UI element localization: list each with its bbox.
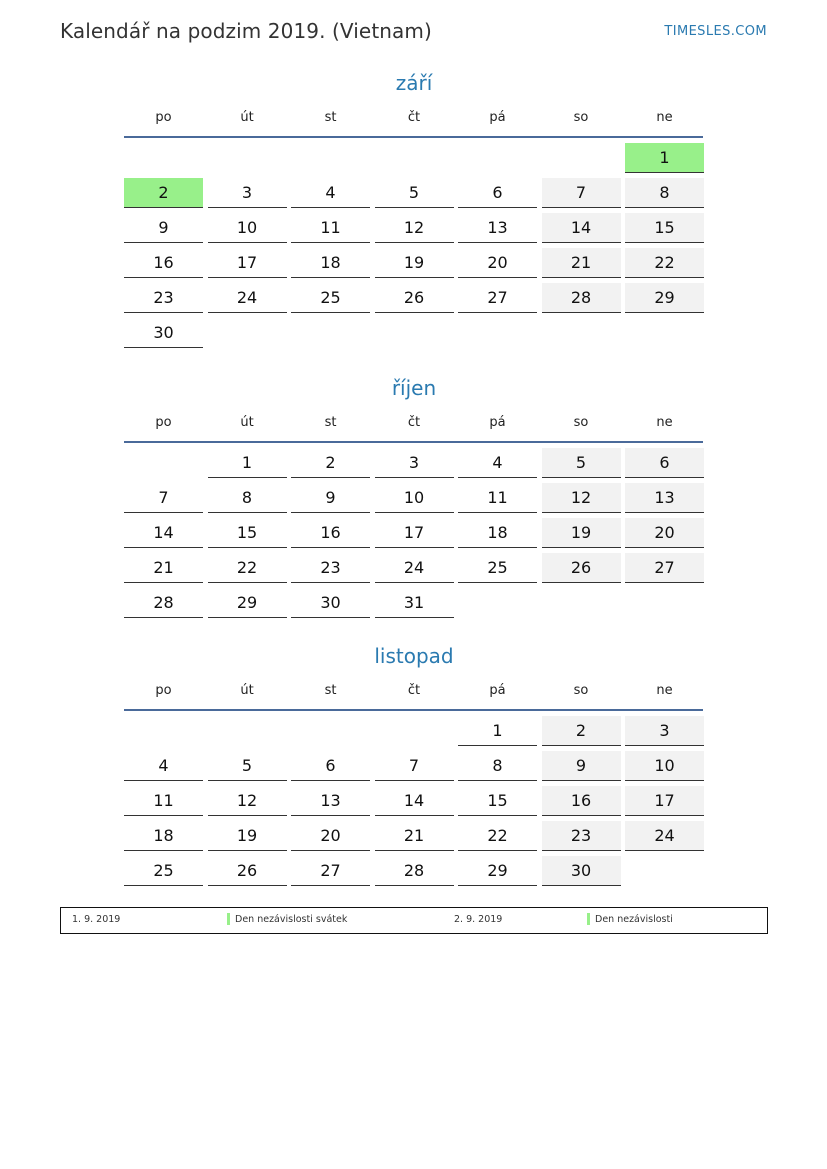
day-cell: 16 (291, 518, 370, 548)
weekday-label: st (324, 414, 337, 430)
day-cell: 19 (375, 248, 454, 278)
weekday-label: čt (407, 682, 421, 698)
day-cell: 11 (458, 483, 537, 513)
day-cell: 14 (124, 518, 203, 548)
month-title: listopad (374, 644, 454, 668)
weekday-header (124, 403, 703, 443)
day-cell: 25 (124, 856, 203, 886)
day-cell: 26 (542, 553, 621, 583)
day-cell: 29 (458, 856, 537, 886)
day-cell: 15 (208, 518, 287, 548)
holiday-legend (60, 907, 768, 934)
day-cell: 27 (458, 283, 537, 313)
day-cell: 21 (124, 553, 203, 583)
day-cell: 28 (124, 588, 203, 618)
month-october (124, 373, 704, 618)
day-cell: 7 (375, 751, 454, 781)
day-cell: 10 (208, 213, 287, 243)
day-cell: 10 (625, 751, 704, 781)
weekday-label: čt (407, 414, 421, 430)
weekday-label: pá (489, 682, 506, 698)
weekday-label: čt (407, 109, 421, 125)
day-grid (124, 448, 703, 618)
day-cell: 18 (458, 518, 537, 548)
day-cell: 7 (124, 483, 203, 513)
weekday-label: út (240, 109, 254, 125)
day-cell: 23 (542, 821, 621, 851)
weekday-label: po (155, 414, 172, 430)
legend-entry (227, 908, 347, 933)
day-cell: 14 (375, 786, 454, 816)
weekday-label: ne (656, 109, 673, 125)
day-cell: 2 (291, 448, 370, 478)
day-cell: 24 (375, 553, 454, 583)
day-cell: 12 (375, 213, 454, 243)
day-cell: 17 (208, 248, 287, 278)
day-cell: 30 (124, 318, 203, 348)
day-cell: 23 (291, 553, 370, 583)
legend-color-swatch (587, 913, 590, 925)
day-cell: 5 (375, 178, 454, 208)
legend-date: 2. 9. 2019 (454, 914, 503, 925)
day-cell: 5 (542, 448, 621, 478)
empty-cell (291, 143, 370, 172)
day-cell: 8 (208, 483, 287, 513)
day-cell: 26 (375, 283, 454, 313)
weekday-label: út (240, 414, 254, 430)
day-cell: 21 (375, 821, 454, 851)
day-cell: 3 (625, 716, 704, 746)
empty-cell (375, 143, 454, 172)
day-cell: 26 (208, 856, 287, 886)
day-cell: 24 (625, 821, 704, 851)
day-cell: 13 (291, 786, 370, 816)
day-cell: 9 (291, 483, 370, 513)
day-cell: 1 (208, 448, 287, 478)
empty-cell (208, 716, 287, 745)
day-cell: 22 (458, 821, 537, 851)
day-cell: 4 (458, 448, 537, 478)
day-cell: 16 (542, 786, 621, 816)
day-cell: 16 (124, 248, 203, 278)
day-cell: 24 (208, 283, 287, 313)
empty-cell (208, 143, 287, 172)
day-cell: 13 (458, 213, 537, 243)
month-september (124, 68, 704, 348)
day-cell: 4 (291, 178, 370, 208)
day-cell: 9 (542, 751, 621, 781)
empty-cell (542, 143, 621, 172)
day-cell: 17 (625, 786, 704, 816)
day-cell: 20 (291, 821, 370, 851)
day-cell: 3 (375, 448, 454, 478)
day-cell: 22 (208, 553, 287, 583)
day-cell: 23 (124, 283, 203, 313)
month-november (124, 641, 704, 886)
day-cell: 6 (458, 178, 537, 208)
month-title: září (395, 71, 433, 95)
day-cell: 7 (542, 178, 621, 208)
day-cell: 2 (542, 716, 621, 746)
weekday-label: st (324, 109, 337, 125)
day-cell: 12 (542, 483, 621, 513)
empty-cell (458, 143, 537, 172)
day-cell: 31 (375, 588, 454, 618)
weekday-label: út (240, 682, 254, 698)
legend-label: Den nezávislosti (595, 914, 673, 925)
day-cell: 8 (458, 751, 537, 781)
weekday-label: ne (656, 414, 673, 430)
weekday-label: pá (489, 414, 506, 430)
day-cell: 1 (625, 143, 704, 173)
day-cell: 6 (291, 751, 370, 781)
day-grid (124, 716, 703, 886)
day-cell: 20 (458, 248, 537, 278)
day-cell: 19 (542, 518, 621, 548)
weekday-label: st (324, 682, 337, 698)
empty-cell (291, 716, 370, 745)
weekday-label: so (573, 414, 589, 430)
day-cell: 11 (291, 213, 370, 243)
legend-color-swatch (227, 913, 230, 925)
day-cell: 27 (625, 553, 704, 583)
month-title: říjen (391, 376, 437, 400)
day-cell: 28 (375, 856, 454, 886)
day-cell: 3 (208, 178, 287, 208)
day-cell: 4 (124, 751, 203, 781)
day-cell: 15 (458, 786, 537, 816)
day-cell: 27 (291, 856, 370, 886)
day-cell: 10 (375, 483, 454, 513)
weekday-label: po (155, 682, 172, 698)
empty-cell (124, 716, 203, 745)
day-cell: 8 (625, 178, 704, 208)
weekday-label: pá (489, 109, 506, 125)
day-cell: 30 (291, 588, 370, 618)
day-cell: 20 (625, 518, 704, 548)
empty-cell (124, 143, 203, 172)
legend-label: Den nezávislosti svátek (235, 914, 348, 925)
day-cell: 28 (542, 283, 621, 313)
day-grid (124, 143, 703, 348)
day-cell: 25 (291, 283, 370, 313)
day-cell: 6 (625, 448, 704, 478)
legend-date: 1. 9. 2019 (72, 914, 121, 925)
day-cell: 12 (208, 786, 287, 816)
day-cell: 2 (124, 178, 203, 208)
site-link[interactable]: TIMESLES.COM (664, 24, 767, 39)
empty-cell (375, 716, 454, 745)
day-cell: 18 (124, 821, 203, 851)
day-cell: 29 (625, 283, 704, 313)
day-cell: 5 (208, 751, 287, 781)
weekday-label: ne (656, 682, 673, 698)
page-title: Kalendář na podzim 2019. (Vietnam) (60, 19, 432, 43)
day-cell: 25 (458, 553, 537, 583)
weekday-label: so (573, 682, 589, 698)
day-cell: 13 (625, 483, 704, 513)
weekday-header (124, 98, 703, 138)
weekday-label: so (573, 109, 589, 125)
day-cell: 15 (625, 213, 704, 243)
day-cell: 30 (542, 856, 621, 886)
weekday-label: po (155, 109, 172, 125)
day-cell: 22 (625, 248, 704, 278)
day-cell: 11 (124, 786, 203, 816)
weekday-header (124, 671, 703, 711)
day-cell: 18 (291, 248, 370, 278)
day-cell: 29 (208, 588, 287, 618)
legend-entry (587, 908, 673, 933)
day-cell: 19 (208, 821, 287, 851)
day-cell: 9 (124, 213, 203, 243)
day-cell: 17 (375, 518, 454, 548)
empty-cell (124, 448, 203, 477)
day-cell: 14 (542, 213, 621, 243)
day-cell: 1 (458, 716, 537, 746)
day-cell: 21 (542, 248, 621, 278)
